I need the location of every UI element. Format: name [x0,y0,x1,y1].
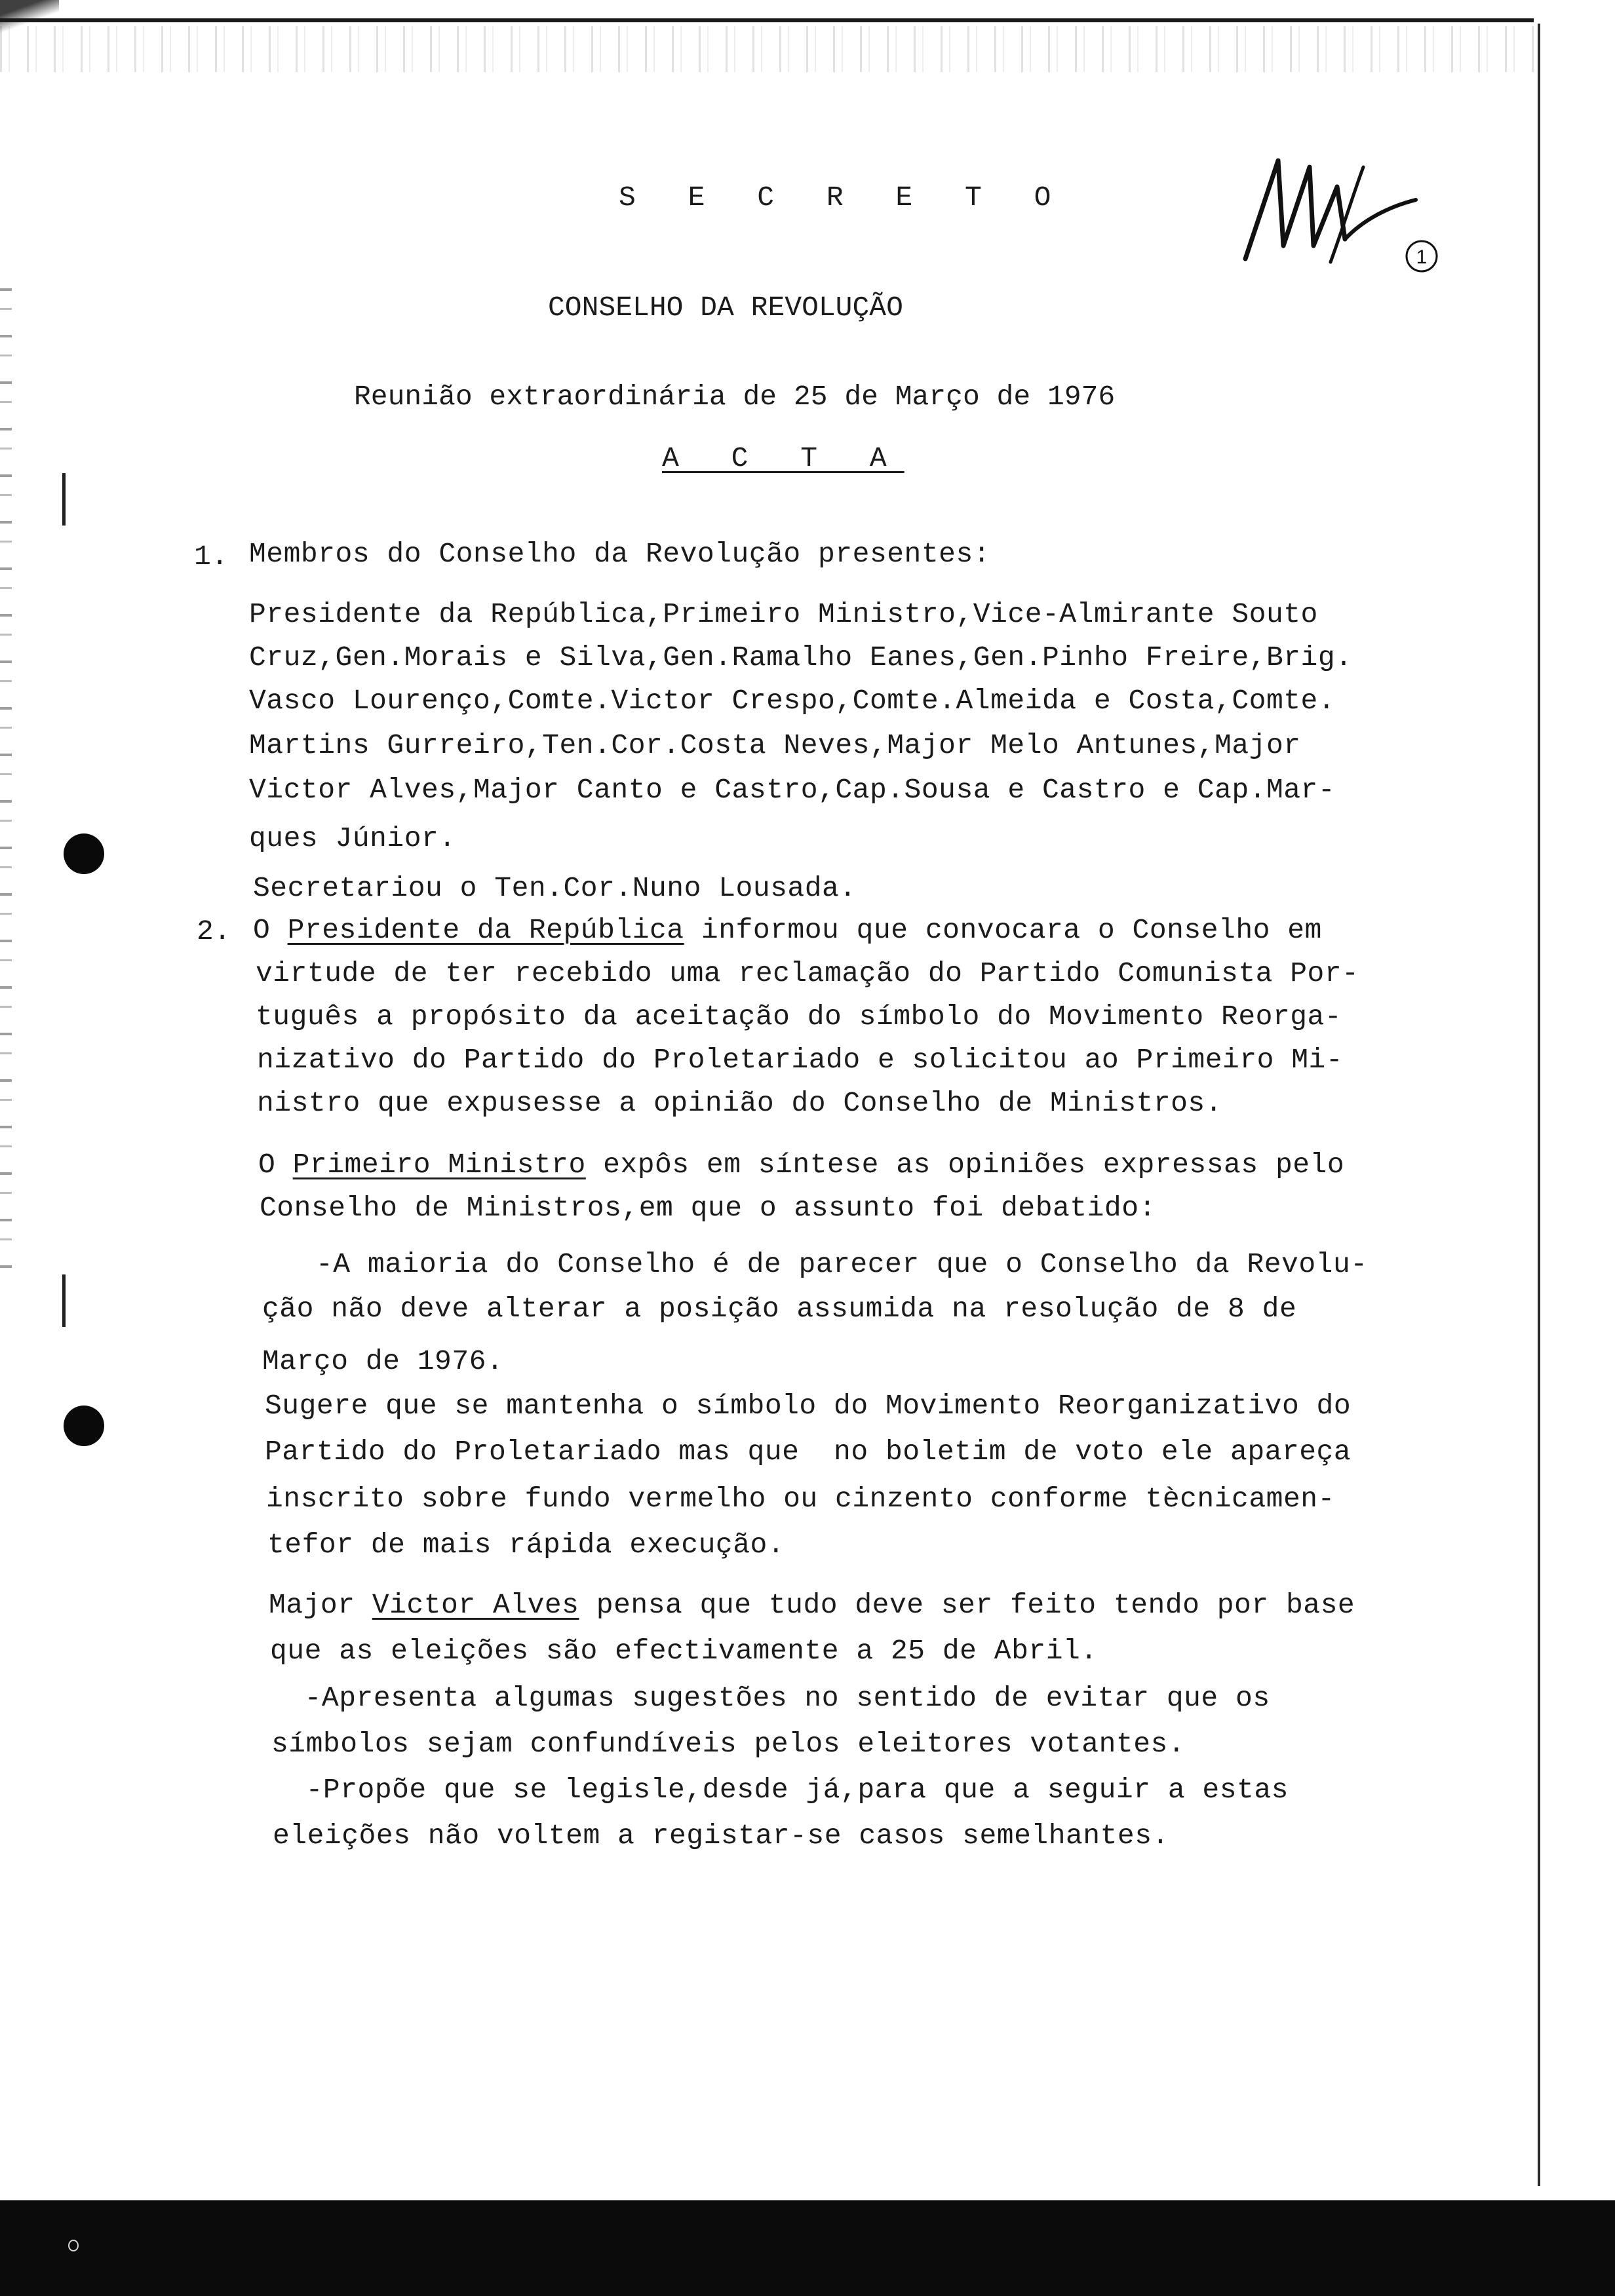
para-line: virtude de ter recebido uma reclamação do Partido Comunista Por- [256,957,1359,989]
classification-label: S E C R E T O [619,182,1069,214]
para-line: eleições não voltem a registar-se casos semelhantes. [273,1820,1169,1852]
section-number: 2. [197,915,231,947]
document-type: A C T A [662,442,905,474]
members-line: ques Júnior. [249,822,456,854]
para-line: ção não deve alterar a posição assumida na resolução de 8 de [262,1293,1297,1325]
margin-bar [62,1274,66,1327]
text-suffix: expôs em síntese as opiniões expressas pelo [585,1149,1345,1181]
speaker-name: Presidente da República [287,914,684,946]
meeting-line: Reunião extraordinária de 25 de Março de 1976 [354,381,1116,413]
members-line: Cruz,Gen.Morais e Silva,Gen.Ramalho Eanes,Gen.Pinho Freire,Brig. [249,641,1353,674]
para-line: símbolos sejam confundíveis pelos eleitores votantes. [271,1728,1186,1760]
margin-bar [62,473,66,526]
para-line: -Apresenta algumas sugestões no sentido de evitar que os [270,1682,1270,1714]
scan-bottom-mark [68,2240,79,2251]
text-prefix: O [253,914,288,946]
speaker-name: Primeiro Ministro [292,1149,586,1181]
text-suffix: pensa que tudo deve ser feito tendo por base [579,1589,1355,1621]
handwritten-initials [1232,147,1422,265]
members-line: Vasco Lourenço,Comte.Victor Crespo,Comte.Almeida e Costa,Comte. [249,685,1336,717]
scan-right-edge [1538,24,1540,2186]
scan-top-edge [0,18,1534,22]
para-line: nizativo do Partido do Proletariado e solicitou ao Primeiro Mi- [257,1044,1344,1076]
para-first-line [269,1588,1355,1622]
text-prefix: O [258,1149,293,1181]
punch-hole [64,833,104,874]
punch-hole [64,1406,104,1446]
section1-heading: Membros do Conselho da Revolução presentes: [249,538,991,570]
members-line: Martins Gurreiro,Ten.Cor.Costa Neves,Major Melo Antunes,Major [249,729,1301,761]
para-line: inscrito sobre fundo vermelho ou cinzento conforme tècnicamen- [266,1483,1335,1515]
scan-bottom-bar [0,2200,1615,2296]
para-line: -Propõe que se legisle,desde já,para que a seguir a estas [271,1774,1289,1806]
scan-left-noise [0,288,12,1271]
para-line: Partido do Proletariado mas que no boletim de voto ele apareça [265,1436,1352,1468]
speaker-name: Victor Alves [372,1589,579,1621]
para-line: nistro que expusesse a opinião do Conselho de Ministros. [257,1087,1223,1119]
secretary-line: Secretariou o Ten.Cor.Nuno Lousada. [253,872,857,904]
members-line: Victor Alves,Major Canto e Castro,Cap.Sousa e Castro e Cap.Mar- [249,774,1336,806]
text-suffix: informou que convocara o Conselho em [684,914,1322,946]
section-number: 1. [194,541,229,573]
para-line: que as eleições são efectivamente a 25 de Abril. [270,1635,1098,1667]
page-number-circle [1403,237,1441,275]
para-first-line [253,913,1322,947]
para-line: Março de 1976. [262,1345,504,1377]
para-line: Sugere que se mantenha o símbolo do Movimento Reorganizativo do [265,1390,1352,1422]
para-line: tuguês a propósito da aceitação do símbolo do Movimento Reorga- [256,1001,1342,1033]
para-line: -A maioria do Conselho é de parecer que o Conselho da Revolu- [316,1248,1368,1280]
para-first-line [258,1148,1344,1182]
para-line: Conselho de Ministros,em que o assunto foi debatido: [260,1192,1156,1224]
members-line: Presidente da República,Primeiro Ministro,Vice-Almirante Souto [249,598,1318,630]
para-line: tefor de mais rápida execução. [267,1529,785,1561]
scan-top-noise [0,26,1534,72]
council-title: CONSELHO DA REVOLUÇÃO [548,292,903,324]
page-number: 1 [1416,246,1428,268]
text-prefix: Major [269,1589,372,1621]
